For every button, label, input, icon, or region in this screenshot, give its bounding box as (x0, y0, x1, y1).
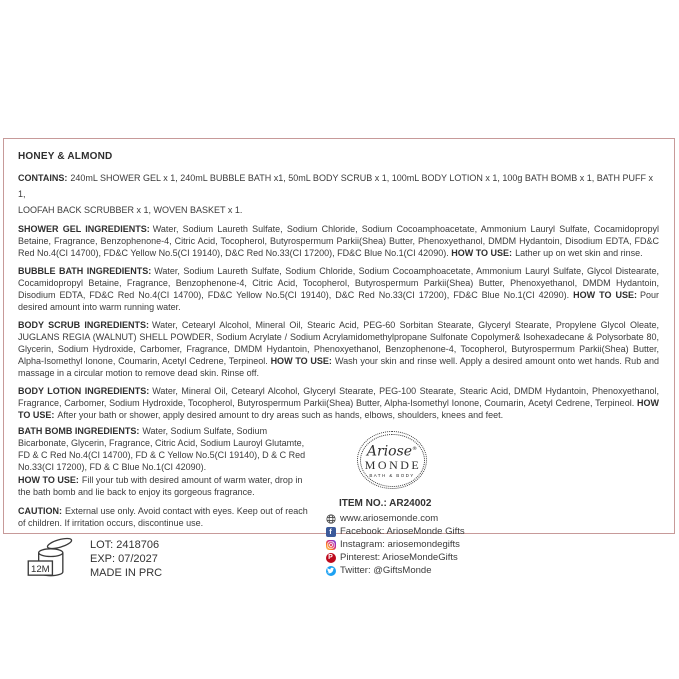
lot-number: LOT: 2418706 (90, 538, 160, 551)
twitter-icon (325, 565, 336, 576)
caution-label: CAUTION: (18, 506, 62, 516)
brand-logo (357, 431, 427, 489)
shower-gel-heading: SHOWER GEL INGREDIENTS: (18, 224, 150, 234)
how-to-use-label: HOW TO USE: (270, 356, 332, 366)
registered-mark: ® (412, 446, 418, 453)
brand-column (311, 425, 659, 578)
bath-bomb-how-to-use: HOW TO USE: Fill your tub with desired amount of warm water, drop in the bath bomb and lie back to enjoy its gorgeous fragrance. (18, 475, 303, 497)
twitter-handle: Twitter: @GiftsMonde (340, 565, 432, 576)
expiry-date: EXP: 07/2027 (90, 552, 158, 565)
facebook-handle: Facebook: ArioseMonde Gifts (340, 526, 465, 537)
instagram-row (325, 539, 659, 550)
bubble-bath-ingredients-paragraph: BUBBLE BATH INGREDIENTS: Water, Sodium Laureth Sulfate, Sodium Chloride, Sodium Cocoamphoacetate, Ammonium Lauryl Sulfate, Glycol Distearate, Cocamidopropyl Betaine, Fragrance, Benzophenone-4, Citric Acid, Tocopherol, Butyrospermum Parkii(Shea) Butter, Phenoxyethanol, DMDM Hydantoin, Disodium EDTA, FD&C Red No.4(CI 14700), FD&C Yellow No.5(CI 19140), D&C Red No.33(CI 17200), FD&C Blue No.1(CI 42090). HOW TO USE: Pour desired amount into warm running water. (18, 266, 659, 312)
caution-paragraph: CAUTION: External use only. Avoid contact with eyes. Keep out of reach of children. If irritation occurs, discontinue use. (18, 506, 308, 528)
twitter-row (325, 565, 659, 576)
body-lotion-heading: BODY LOTION INGREDIENTS: (18, 386, 150, 396)
website-row (325, 513, 659, 524)
globe-icon (325, 513, 336, 524)
contains-line-2: LOOFAH BACK SCRUBBER x 1, WOVEN BASKET x 1. (18, 205, 243, 215)
lot-info (90, 538, 162, 580)
instagram-icon (325, 539, 336, 550)
pinterest-row (325, 552, 659, 563)
contains-section (18, 170, 659, 218)
instagram-handle: Instagram: ariosemondegifts (340, 539, 460, 550)
how-to-use-label: HOW TO USE: (18, 398, 659, 420)
lot-row (18, 536, 311, 581)
bath-bomb-ingredients-paragraph: BATH BOMB INGREDIENTS: Water, Sodium Sulfate, Sodium Bicarbonate, Glycerin, Fragrance, Citric Acid, Sodium Lauroyl Glutamte, FD & C Red No.4(CI 14700), FD & C Yellow No.5(CI 19140), D & C Red No.33(CI 17200), FD & C Blue No.1(CI 42090). (18, 426, 306, 472)
brand-name-script: Ariose® (366, 443, 418, 460)
bottom-columns (18, 425, 659, 581)
contains-label: CONTAINS: (18, 173, 68, 183)
product-title: HONEY & ALMOND (18, 151, 113, 162)
brand-name-caps: MONDE (364, 457, 422, 472)
facebook-row (325, 526, 659, 537)
bubble-bath-heading: BUBBLE BATH INGREDIENTS: (18, 266, 152, 276)
bath-bomb-column (18, 425, 311, 581)
period-after-opening-icon (26, 536, 78, 581)
how-to-use-label: HOW TO USE: (18, 475, 79, 485)
bath-bomb-heading: BATH BOMB INGREDIENTS: (18, 426, 140, 436)
label-panel (3, 138, 675, 579)
pinterest-handle: Pinterest: ArioseMondeGifts (340, 552, 458, 563)
body-scrub-heading: BODY SCRUB INGREDIENTS: (18, 320, 149, 330)
website-url: www.ariosemonde.com (340, 513, 439, 524)
svg-text:12M: 12M (31, 563, 50, 575)
item-number: ITEM NO.: AR24002 (339, 498, 432, 509)
made-in: MADE IN PRC (90, 566, 163, 579)
facebook-icon: f (325, 526, 336, 537)
pinterest-icon: P (325, 552, 336, 563)
how-to-use-label: HOW TO USE: (573, 290, 637, 300)
body-scrub-ingredients-paragraph: BODY SCRUB INGREDIENTS: Water, Cetearyl Alcohol, Mineral Oil, Stearic Acid, PEG-60 Sorbitan Stearate, Glyceryl Stearate, Propylene Glycol Oleate, JUGLANS REGIA (WALNUT) SHELL POWDER, Sodium Acrylate / Sodium Acrylamidomethylpropane Sulfonate Copolymer& Isohexadecane & Polysorbate 80, Glycerin, Sodium Hydroxide, Carbomer, Fragrance, DMDM Hydantoin, Phenoxyethanol, Benzophenone-4, Tocopherol, Butyrospermum Parkii(Shea) Butter, Alpha-Isomethyl Ionone, Coumarin, Acetyl Cedrene, Terpineol. HOW TO USE: Wash your skin and rinse well. Apply a desired amount onto wet hands. Rub and massage in a circular motion to remove dead skin. Rinse off. (18, 320, 659, 378)
how-to-use-label: HOW TO USE: (451, 248, 513, 258)
brand-tagline: BATH & BODY (369, 472, 415, 478)
contains-line-1: CONTAINS: 240mL SHOWER GEL x 1, 240mL BUBBLE BATH x1, 50mL BODY SCRUB x 1, 100mL BODY LOTION x 1, 100g BATH BOMB x 1, BATH PUFF x 1, (18, 173, 654, 199)
social-links-list (325, 513, 659, 576)
shower-gel-ingredients-paragraph: SHOWER GEL INGREDIENTS: Water, Sodium Laureth Sulfate, Sodium Chloride, Sodium Cocoamphoacetate, Ammonium Lauryl Sulfate, Cocamidopropyl Betaine, Fragrance, Benzophenone-4, Citric Acid, Tocopherol, Butyrospermum Parkii(Shea) Butter, Phenoxyethanol, DMDM Hydantoin, Disodium EDTA, FD&C Red No.4(CI 14700), FD&C Yellow No.5(CI 19140), D&C Red No.33(CI 17200), FD&C Blue No.1(CI 42090). HOW TO USE: Lather up on wet skin and rinse. (18, 224, 659, 258)
body-lotion-ingredients-paragraph: BODY LOTION INGREDIENTS: Water, Mineral Oil, Cetearyl Alcohol, Glyceryl Stearate, PEG-100 Stearate, Stearic Acid, DMDM Hydantoin, Phenoxyethanol, Fragrance, Carbomer, Sodium Hydroxide, Tocopherol, Butyrospermum Parkii(Shea) Butter, Alpha-Isomethyl Ionone, Coumarin, Acetyl Cedrene, Terpineol. HOW TO USE: After your bath or shower, apply desired amount to dry areas such as hands, elbows, shoulders, knees and feet. (18, 386, 659, 420)
